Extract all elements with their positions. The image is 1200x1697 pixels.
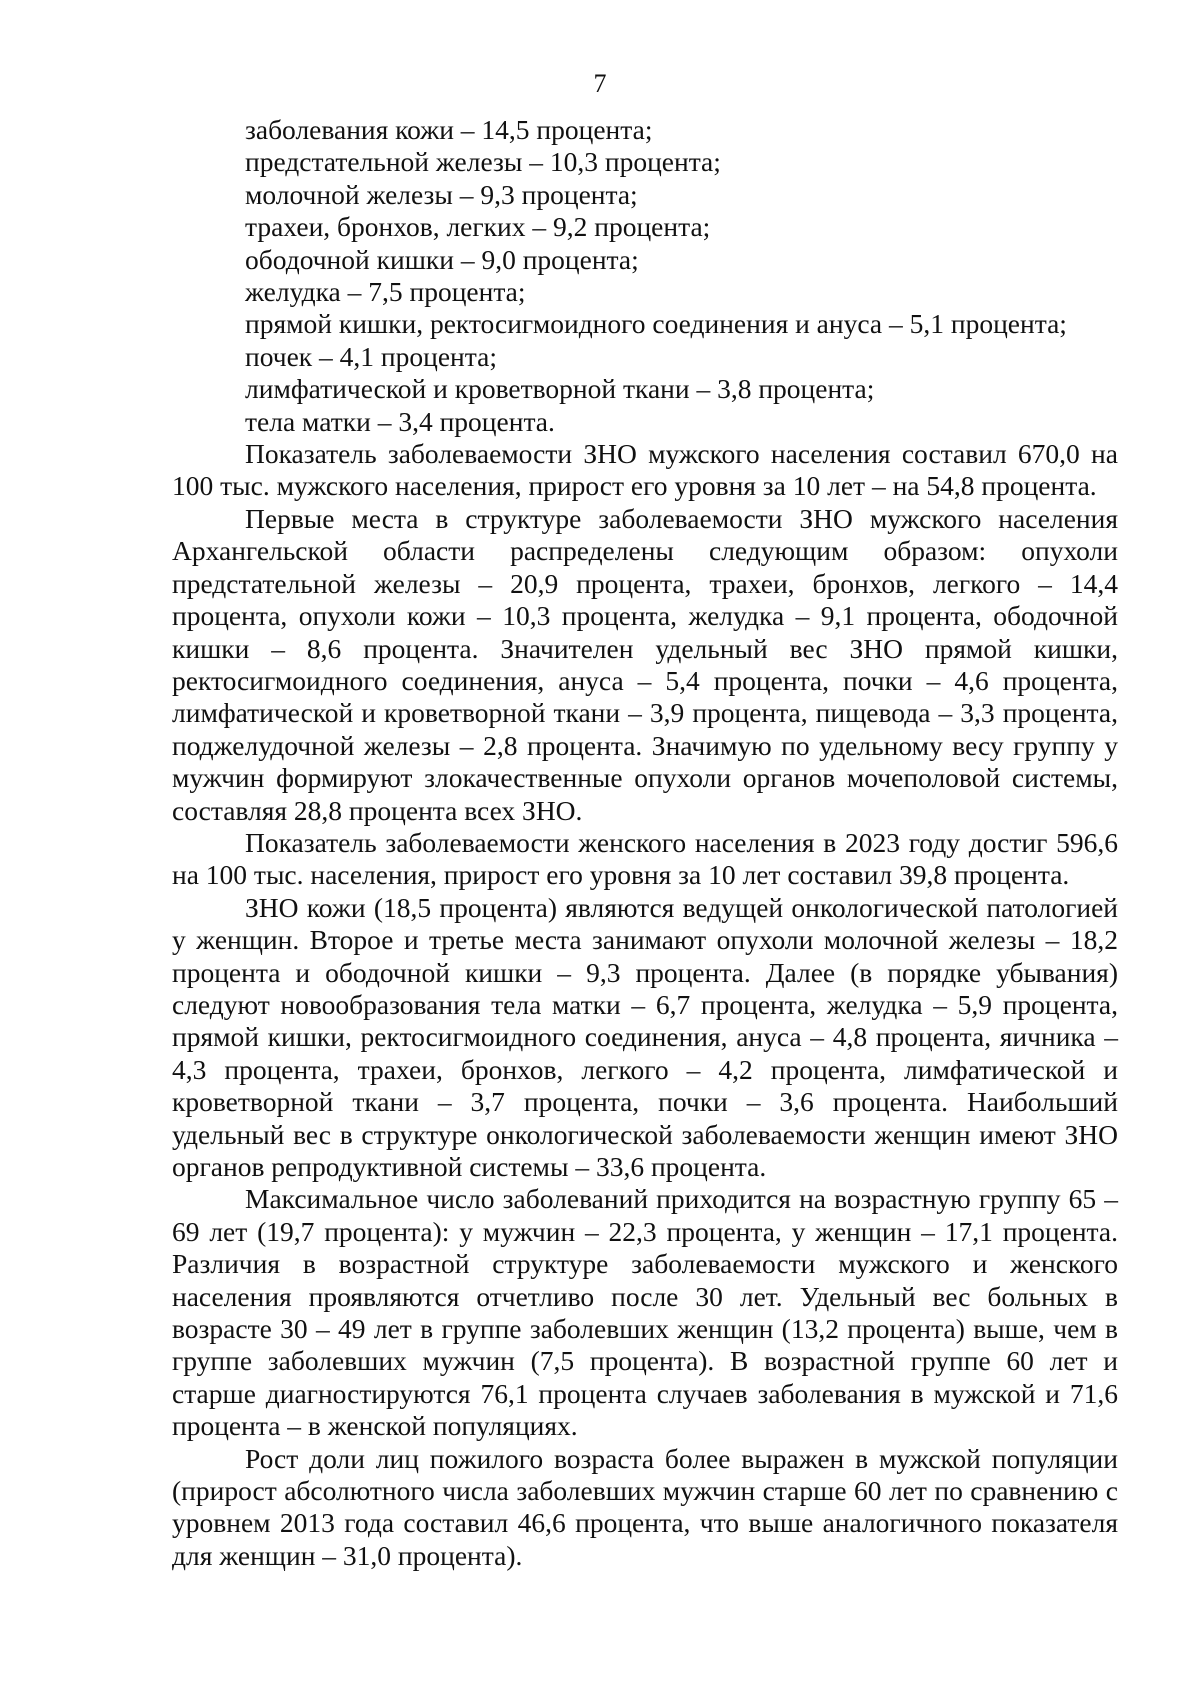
list-item: почек – 4,1 процента;	[245, 340, 497, 372]
list-item: тела матки – 3,4 процента.	[245, 405, 555, 437]
list-item: трахеи, бронхов, легких – 9,2 процента;	[245, 211, 711, 243]
list-item: лимфатической и кроветворной ткани – 3,8 процента;	[245, 373, 875, 405]
list-item: желудка – 7,5 процента;	[245, 276, 526, 308]
paragraph-female-incidence: Показатель заболеваемости женского населения в 2023 году достиг 596,6 на 100 тыс. населения, прирост его уровня за 10 лет составил 39,8 процента.	[172, 826, 1118, 891]
list-item: прямой кишки, ректосигмоидного соединения и ануса – 5,1 процента;	[245, 308, 1067, 340]
paragraph-age-structure: Максимальное число заболеваний приходится на возрастную группу 65 – 69 лет (19,7 процента): у мужчин – 22,3 процента, у женщин – 17,1 процента. Различия в возрастной структуре заболеваемости мужского и женского населения проявляются отчетливо после 30 лет. Удельный вес больных в возрасте 30 – 49 лет в группе заболевших женщин (13,2 процента) выше, чем в группе заболевших мужчин (7,5 процента). В возрастной группе 60 лет и старше диагностируются 76,1 процента случаев заболевания в мужской и 71,6 процента – в женской популяциях.	[172, 1183, 1118, 1442]
paragraph-female-structure: ЗНО кожи (18,5 процента) являются ведущей онкологической патологией у женщин. Второе и третье места занимают опухоли молочной железы – 18,2 процента и ободочной кишки – 9,3 процента. Далее (в порядке убывания) следуют новообразования тела матки – 6,7 процента, желудка – 5,9 процента, прямой кишки, ректосигмоидного соединения, ануса – 4,8 процента, яичника – 4,3 процента, трахеи, бронхов, легкого – 4,2 процента, лимфатической и кроветворной ткани – 3,7 процента, почки – 3,6 процента. Наибольший удельный вес в структуре онкологической заболеваемости женщин имеют ЗНО органов репродуктивной системы – 33,6 процента.	[172, 891, 1118, 1182]
list-item: ободочной кишки – 9,0 процента;	[245, 243, 639, 275]
paragraph-male-structure: Первые места в структуре заболеваемости ЗНО мужского населения Архангельской области распределены следующим образом: опухоли предстательной железы – 20,9 процента, трахеи, бронхов, легкого – 14,4 процента, опухоли кожи – 10,3 процента, желудка – 9,1 процента, ободочной кишки – 8,6 процента. Значителен удельный вес ЗНО прямой кишки, ректосигмоидного соединения, ануса – 5,4 процента, почки – 4,6 процента, лимфатической и кроветворной ткани – 3,9 процента, пищевода – 3,3 процента, поджелудочной железы – 2,8 процента. Значимую по удельному весу группу у мужчин формируют злокачественные опухоли органов мочеполовой системы, составляя 28,8 процента всех ЗНО.	[172, 502, 1118, 826]
paragraph-male-incidence: Показатель заболеваемости ЗНО мужского населения составил 670,0 на 100 тыс. мужского населения, прирост его уровня за 10 лет – на 54,8 процента.	[172, 438, 1118, 502]
document-body	[172, 114, 1118, 1572]
list-item: предстательной железы – 10,3 процента;	[245, 146, 721, 178]
list-item: заболевания кожи – 14,5 процента;	[245, 114, 653, 145]
list-item: молочной железы – 9,3 процента;	[245, 178, 638, 210]
paragraph-elderly-growth: Рост доли лиц пожилого возраста более выражен в мужской популяции (прирост абсолютного числа заболевших мужчин старше 60 лет по сравнению с уровнем 2013 года составил 46,6 процента, что выше аналогичного показателя для женщин – 31,0 процента).	[172, 1442, 1118, 1571]
page-number: 7	[593, 69, 607, 98]
